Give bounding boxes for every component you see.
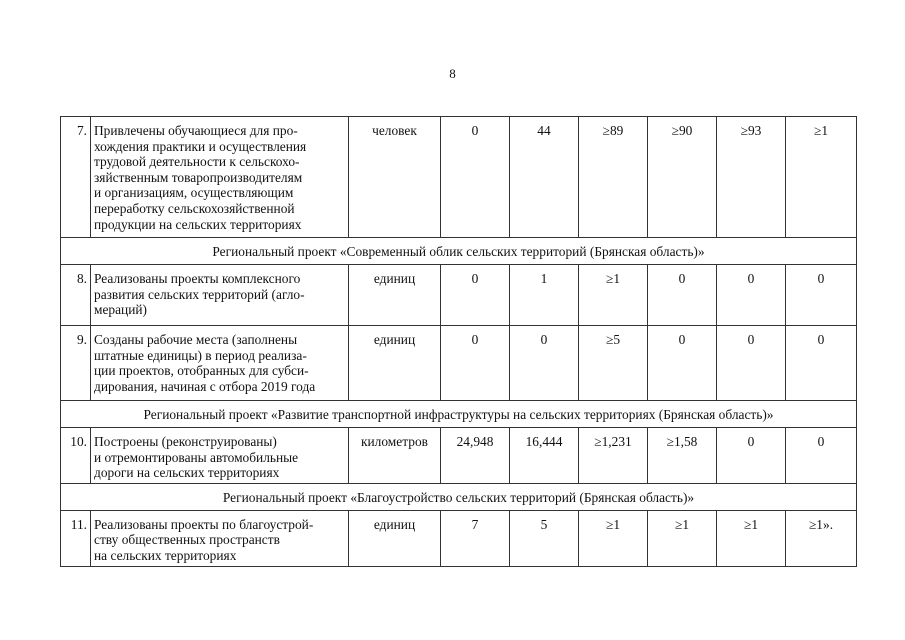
indicator-description: Привлечены обучающиеся для про- хождения практики и осуществления трудовой деятельности к сельскохо- зяйственным товаропроизводителям и организациям, осуществляющим переработку сельскохозяйственной продукции на сельских территориях <box>91 117 349 238</box>
section-row <box>61 483 857 510</box>
indicator-description: Реализованы проекты по благоустрой- ству общественных пространств на сельских территориях <box>91 510 349 566</box>
indicator-description: Реализованы проекты комплексного развития сельских территорий (агло- мераций) <box>91 265 349 326</box>
value-cell: 5 <box>510 510 579 566</box>
unit-cell: километров <box>349 428 441 484</box>
table-row <box>61 428 857 484</box>
table-row <box>61 326 857 401</box>
value-cell: 1 <box>510 265 579 326</box>
value-cell: ≥1 <box>786 117 857 238</box>
value-cell: 0 <box>441 117 510 238</box>
value-cell: ≥1 <box>717 510 786 566</box>
value-cell: 0 <box>786 265 857 326</box>
row-number: 9. <box>61 326 91 401</box>
table-row <box>61 117 857 238</box>
value-cell: 0 <box>717 428 786 484</box>
value-cell: 0 <box>648 326 717 401</box>
row-number: 8. <box>61 265 91 326</box>
unit-cell: единиц <box>349 265 441 326</box>
value-cell: 0 <box>441 265 510 326</box>
unit-cell: единиц <box>349 510 441 566</box>
value-cell: ≥5 <box>579 326 648 401</box>
section-row <box>61 401 857 428</box>
value-cell: 0 <box>717 265 786 326</box>
value-cell: ≥93 <box>717 117 786 238</box>
unit-cell: человек <box>349 117 441 238</box>
value-cell: ≥1,58 <box>648 428 717 484</box>
value-cell: 0 <box>786 428 857 484</box>
value-cell: 44 <box>510 117 579 238</box>
indicator-description: Построены (реконструированы) и отремонтированы автомобильные дороги на сельских территориях <box>91 428 349 484</box>
row-number: 10. <box>61 428 91 484</box>
table-row <box>61 265 857 326</box>
value-cell: ≥1 <box>579 510 648 566</box>
section-title: Региональный проект «Благоустройство сельских территорий (Брянская область)» <box>61 483 857 510</box>
value-cell: 0 <box>510 326 579 401</box>
value-cell: ≥1,231 <box>579 428 648 484</box>
value-cell: 16,444 <box>510 428 579 484</box>
value-cell: 0 <box>786 326 857 401</box>
indicator-description: Созданы рабочие места (заполнены штатные единицы) в период реализа- ции проектов, отобранных для субси- дирования, начиная с отбора 2019 года <box>91 326 349 401</box>
indicators-table <box>60 116 857 567</box>
section-title: Региональный проект «Развитие транспортной инфраструктуры на сельских территориях (Брянская область)» <box>61 401 857 428</box>
unit-cell: единиц <box>349 326 441 401</box>
value-cell: ≥89 <box>579 117 648 238</box>
value-cell: 7 <box>441 510 510 566</box>
value-cell: ≥1 <box>648 510 717 566</box>
section-title: Региональный проект «Современный облик сельских территорий (Брянская область)» <box>61 238 857 265</box>
section-row <box>61 238 857 265</box>
value-cell: 24,948 <box>441 428 510 484</box>
value-cell: ≥1 <box>579 265 648 326</box>
value-cell: ≥90 <box>648 117 717 238</box>
value-cell: 0 <box>648 265 717 326</box>
row-number: 7. <box>61 117 91 238</box>
page-number: 8 <box>449 66 456 81</box>
value-cell: ≥1». <box>786 510 857 566</box>
value-cell: 0 <box>717 326 786 401</box>
table-row <box>61 510 857 566</box>
row-number: 11. <box>61 510 91 566</box>
value-cell: 0 <box>441 326 510 401</box>
